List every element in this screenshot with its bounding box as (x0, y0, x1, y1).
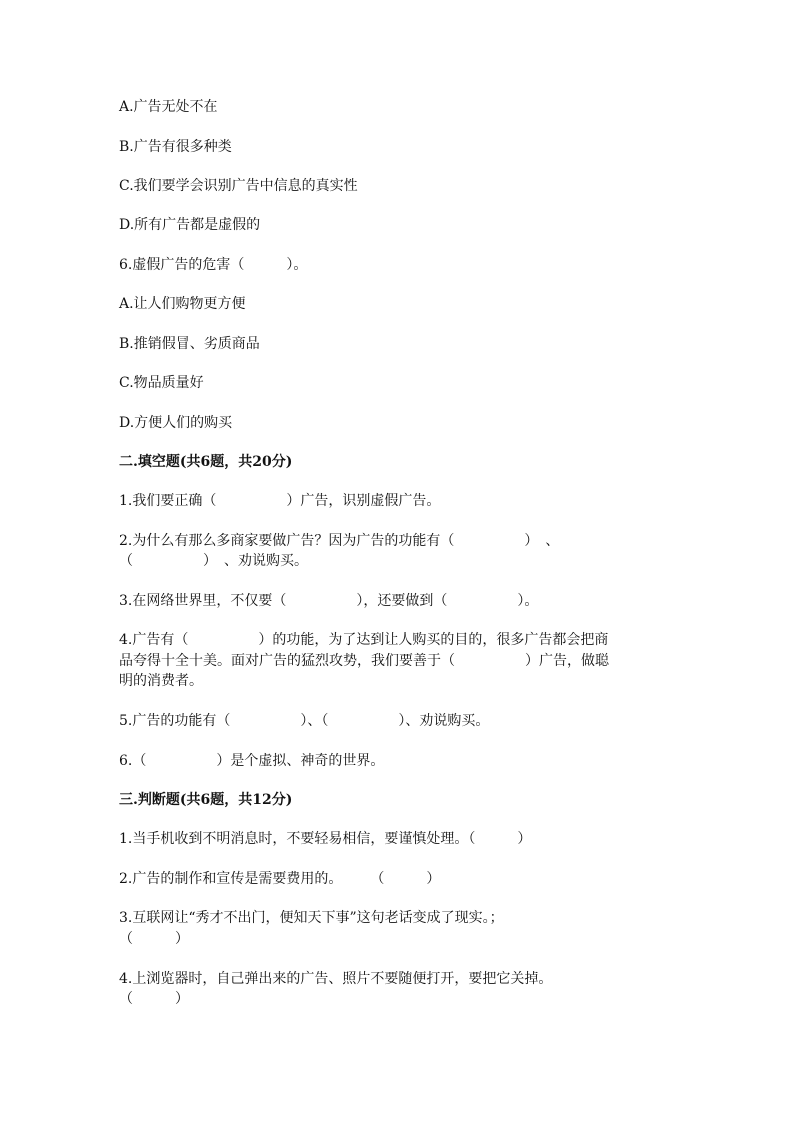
fill-q4-line2: 品夸得十全十美。面对广告的猛烈攻势，我们要善于（ ）广告，做聪 (119, 653, 609, 669)
judge-q4-line2: （ ） (119, 991, 189, 1007)
judge-q1: 1.当手机收到不明消息时，不要轻易相信，要谨慎处理。（ ） (119, 831, 532, 847)
fill-q2-line2: （ ） 、劝说购买。 (119, 553, 308, 569)
fill-q6: 6.（ ）是个虚拟、神奇的世界。 (119, 753, 385, 769)
fill-q1: 1.我们要正确（ ）广告，识别虚假广告。 (119, 493, 441, 509)
q6-option-a: A.让人们购物更方便 (119, 296, 246, 312)
q6-option-b: B.推销假冒、劣质商品 (119, 336, 260, 352)
fill-q3: 3.在网络世界里，不仅要（ ），还要做到（ ）。 (119, 593, 539, 609)
fill-q5: 5.广告的功能有（ ）、（ ）、劝说购买。 (119, 713, 490, 729)
q5-option-c: C.我们要学会识别广告中信息的真实性 (119, 178, 358, 194)
q5-option-a: A.广告无处不在 (119, 99, 218, 115)
q5-option-d: D.所有广告都是虚假的 (119, 217, 261, 233)
judge-q3-line2: （ ） (119, 931, 189, 947)
q6-option-c: C.物品质量好 (119, 375, 204, 391)
q6-stem: 6.虚假广告的危害（ ）。 (119, 257, 308, 273)
judge-q2: 2.广告的制作和宣传是需要费用的。 （ ） (119, 871, 441, 887)
fill-q2-line1: 2.为什么有那么多商家要做广告？因为广告的功能有（ ） 、 (119, 533, 560, 549)
judge-q3-line1: 3.互联网让“秀才不出门，便知天下事”这句老话变成了现实。； (119, 910, 504, 926)
judge-q4-line1: 4.上浏览器时，自己弹出来的广告、照片不要随便打开，要把它关掉。 (119, 971, 553, 987)
q5-option-b: B.广告有很多种类 (119, 139, 232, 155)
judge-section-heading: 三.判断题(共6题，共12分) (119, 792, 293, 808)
fill-section-heading: 二.填空题(共6题，共20分) (119, 454, 293, 470)
fill-q4-line3: 明的消费者。 (119, 673, 203, 689)
q6-option-d: D.方便人们的购买 (119, 415, 233, 431)
fill-q4-line1: 4.广告有（ ）的功能，为了达到让人购买的目的，很多广告都会把商 (119, 632, 609, 648)
